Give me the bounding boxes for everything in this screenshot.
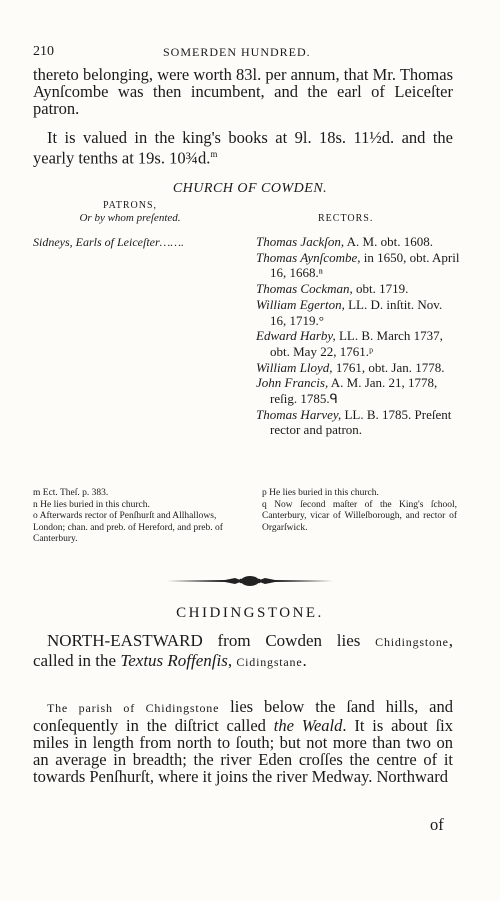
paragraph-intro: NORTH-EASTWARD from Cowden lies Chidingstone, called in the Textus Roffenſis, Cidingstane. (33, 631, 453, 670)
paragraph-text: thereto belonging, were worth 83l. per annum, that Mr. Thomas Aynſcombe was then incumbent, and the earl of Leiceſter patron. (33, 65, 453, 118)
rector-entry: Thomas Harvey, LL. B. 1785. Preſent rector and patron. (256, 406, 452, 438)
page-number: 210 (33, 44, 54, 59)
rector-entry: William Lloyd, 1761, obt. Jan. 1778. (256, 359, 445, 375)
patrons-label: PATRONS, (102, 200, 158, 211)
rector-entry: Thomas Aynſcombe, in 1650, obt. April 16, 1668.ⁿ (256, 249, 460, 281)
paragraph-valuation (33, 129, 453, 167)
rector-entry: Thomas Cockman, obt. 1719. (256, 281, 409, 297)
place-name: Cidingstane (236, 654, 303, 669)
book-title: Textus Roffenſis (120, 650, 228, 670)
footnote: m Ect. Theſ. p. 383. (33, 488, 109, 498)
rectors-heading: RECTORS. (318, 213, 374, 224)
footnote: o Afterwards rector of Penſhurſt and Allhallows, London; chan. and preb. of Hereford, and preb. of Canterbury. (33, 511, 223, 545)
section-title: CHIDINGSTONE. (176, 605, 324, 621)
patrons-heading (40, 200, 220, 224)
running-header (33, 44, 451, 60)
footnote-mark: m (210, 149, 218, 159)
footnotes-left (33, 488, 245, 546)
place-name: Chidingstone (375, 635, 449, 649)
small-caps-lead: The parish of Chidingstone (47, 701, 220, 715)
rector-entry: William Egerton, LL. D. inſtit. Nov. 16, 1719.° (256, 296, 443, 328)
footnotes-right (262, 488, 457, 534)
rector-entry: John Francis, A. M. Jan. 21, 1778, reſig. 1785.ᑫ (256, 375, 438, 407)
patron-entry: Sidneys, Earls of Leiceſter……. (33, 235, 184, 249)
rector-entry: Thomas Jackſon, A. M. obt. 1608. (256, 234, 433, 249)
paragraph-parish: The parish of Chidingstone lies below the ſand hills, and conſequently in the diſtrict called the Weald. It is about ſix miles in length from north to ſouth; but not more than two on an average in breadth; the river Eden croſſes the centre of it towards Penſhurſt, where it joins the river Medway. Northward (33, 697, 454, 786)
church-title: CHURCH OF COWDEN. (172, 181, 328, 196)
footnote: n He lies buried in this church. (33, 499, 150, 510)
running-title: SOMERDEN HUNDRED. (163, 45, 311, 59)
paragraph-text: It is valued in the king's books at 9l. 18s. 11½d. and the yearly tenths at 19s. 10¾d. (33, 128, 453, 168)
district-name: the Weald (273, 716, 343, 735)
rector-entry: Edward Harby, LL. B. March 1737, obt. May 22, 1761.ᵖ (256, 328, 443, 359)
paragraph-continued (33, 66, 453, 117)
footnote: p He lies buried in this church. (262, 488, 379, 498)
footnote: q Now ſecond maſter of the King's ſchool, Canterbury, vicar of Willeſborough, and rector of Orgarſwick. (262, 499, 457, 533)
catchword: of (430, 815, 444, 834)
rectors-list (256, 234, 461, 438)
patrons-sublabel: Or by whom preſented. (79, 212, 181, 224)
ornament-divider-icon (165, 575, 335, 587)
